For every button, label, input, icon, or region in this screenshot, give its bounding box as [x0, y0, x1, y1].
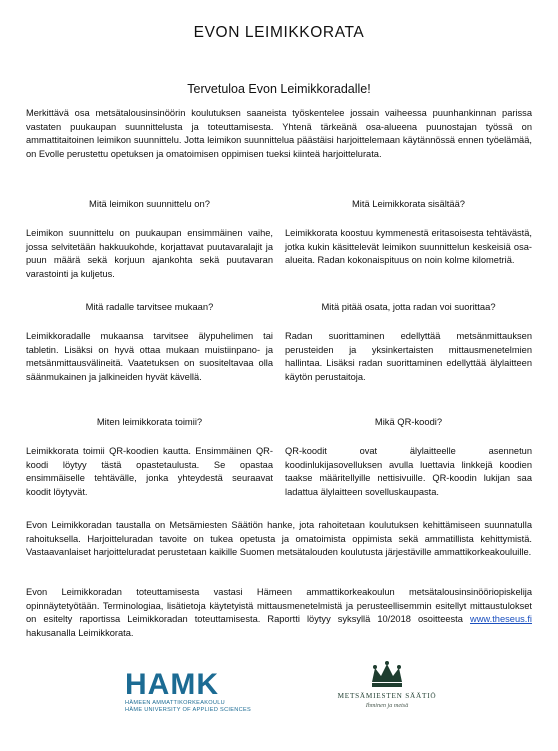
hamk-wordmark: HAMK: [125, 668, 219, 701]
hamk-logo: [125, 670, 295, 714]
logo-strip: [0, 660, 558, 740]
page-subtitle: Tervetuloa Evon Leimikkoradalle!: [187, 82, 371, 96]
implementation-paragraph: [26, 586, 532, 640]
hamk-name-fi: HÄMEEN AMMATTIKORKEAKOULU: [125, 700, 226, 706]
qa-answer: Leimikkoradalle mukaansa tarvitsee älypuhelimen tai tabletin. Lisäksi on hyvä ottaa mukaan muistiinpano- ja metsänmittausvälineitä. Vaatetuksen on suositeltavaa olla säänmukainen ja jalkineiden hyvät kävellä.: [26, 331, 273, 382]
qa-block: [26, 197, 273, 281]
crown-icon: [368, 660, 406, 690]
qa-answer: Radan suorittaminen edellyttää metsänmittauksen perusteiden ja yksinkertaisten mittausmenetelmien hallintaa. Lisäksi radan suorittaminen edellyttää älylaitteen käytön perustaitoja.: [285, 331, 532, 382]
qa-answer: Leimikon suunnittelu on puukaupan ensimmäinen vaihe, jossa selvitetään hakkuukohde, korjattavat puutavaralajit ja puun määrä sekä korjuun ajankohta sekä puutavaran varastointi ja kuljetus.: [26, 228, 273, 279]
qa-question: Mitä leimikon suunnittelu on?: [89, 198, 210, 209]
qa-answer: Leimikkorata toimii QR-koodien kautta. Ensimmäinen QR-koodi löytyy tästä opastetaulusta. Se opastaa ensimmäiselle tehtävälle, jonka yhteydestä seuraavat koodit löytyvät.: [26, 446, 273, 497]
qa-question: Mitä pitää osata, jotta radan voi suorittaa?: [321, 301, 496, 312]
qa-block: [285, 300, 532, 384]
metsamiesten-saatio-logo: [312, 660, 462, 709]
qa-question: Mitä radalle tarvitsee mukaan?: [85, 301, 214, 312]
foundation-name: METSÄMIESTEN SÄÄTIÖ: [337, 692, 437, 700]
qa-block: [285, 415, 532, 499]
qa-answer: QR-koodit ovat älylaitteelle asennetun koodinlukijasovelluksen avulla luettavia linkkejä koodien taakse määritellyille nettisivuille. QR-koodin lukijan saa ladattua älylaitteen sovelluskaupasta.: [285, 446, 532, 497]
qa-answer: Leimikkorata koostuu kymmenestä eritasoisesta tehtävästä, jotka kukin käsittelevät leimikon suunnittelun keskeisiä osa-alueita. Radan kokonaispituus on noin kolme kilometriä.: [285, 228, 532, 266]
qa-question: Mitä Leimikkorata sisältää?: [351, 198, 466, 209]
implementation-text: Evon Leimikkoradan toteuttamisesta vastasi Hämeen ammattikorkeakoulun metsätalousinsinööriopiskelija opinnäytetyötään. Terminologiaa, lisätietoja käytetyistä mittausmenetelmistä ja perusteellisemmin esitellyt mittaustulokset on esitelty raportissa Leimikkoradan toteuttamisesta. Raportti löytyy syksyllä 10/2018 osoitteesta: [26, 587, 532, 625]
hamk-name-en: HÄME UNIVERSITY OF APPLIED SCIENCES: [125, 707, 252, 713]
foundation-tagline: Ihminen ja metsä: [365, 702, 409, 709]
page-title: EVON LEIMIKKORATA: [193, 24, 365, 41]
background-paragraph: Evon Leimikkoradan taustalla on Metsämiesten Säätiön hanke, jota rahoitetaan koulutuksen kehittämiseen suunnatulla rahoituksella. Harjoitteluradan tavoite on tukea opetusta ja omatoimista oppimista sekä ammatillista kehittymistä. Vastaavanlaiset harjoitteluradat perustetaan kaikille Suomen metsätalouden koulutusta järjestäville ammattikorkeakouluille.: [26, 520, 532, 558]
qa-block: [26, 415, 273, 499]
theseus-link[interactable]: www.theseus.fi: [469, 614, 532, 625]
qa-question: Mikä QR-koodi?: [374, 416, 443, 427]
qa-question: Miten leimikkorata toimii?: [96, 416, 203, 427]
qa-block: [285, 197, 532, 268]
implementation-text-end: hakusanalla Leimikkorata.: [26, 627, 134, 638]
intro-paragraph: Merkittävä osa metsätalousinsinöörin koulutuksen saaneista työskentelee jossain vaiheessa puunhankinnan parissa vastaten puukaupan suunnittelusta ja toteuttamisesta. Yhtenä tärkeänä osa-alueena puunostajan työssä on ammattitaitoinen leimikon suunnittelu. Jotta leimikon suunnittelua päästäisi harjoittelemaan käytännössä ennen työelämää, on Evolle perustettu opetuksen ja omatoimisen oppimisen tueksi kiinteä harjoittelurata.: [26, 108, 532, 159]
qa-block: [26, 300, 273, 384]
